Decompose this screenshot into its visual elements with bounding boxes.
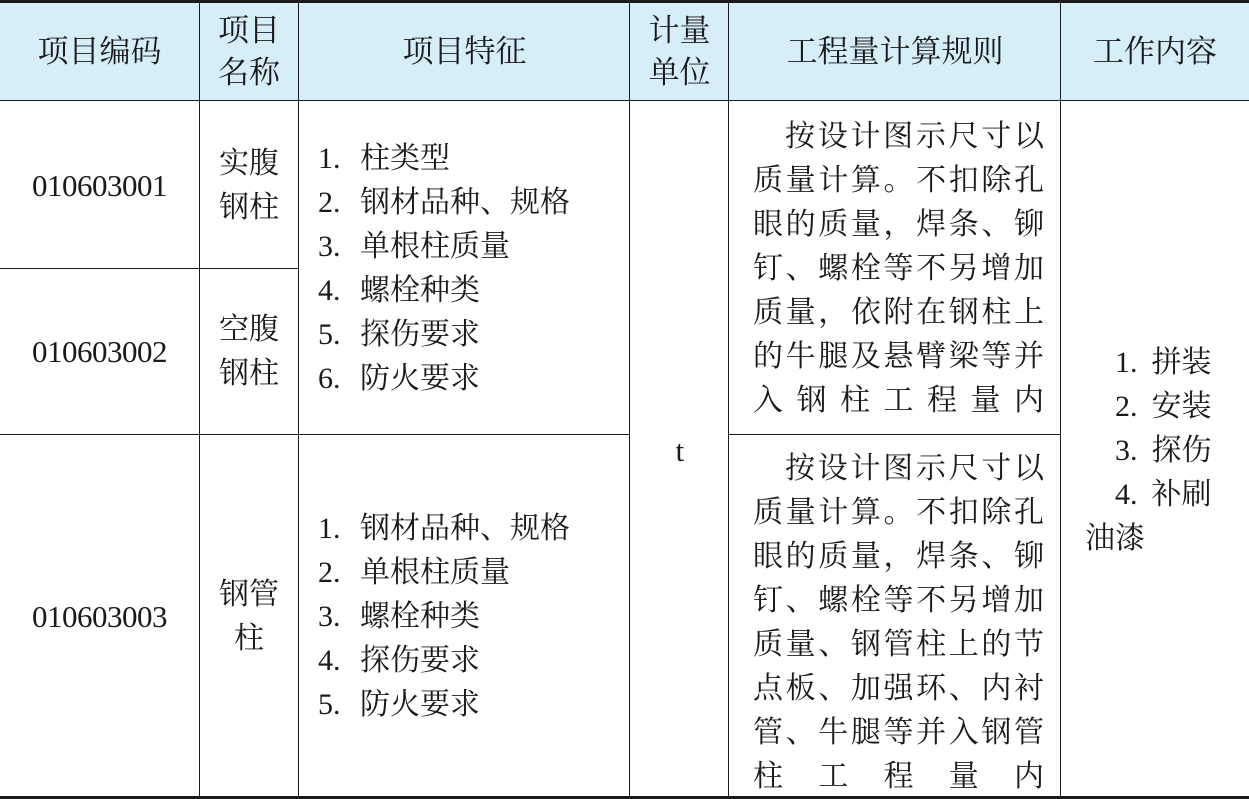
- name-line2: 钢柱: [219, 190, 279, 225]
- list-item: [318, 225, 570, 269]
- name-line2: 钢柱: [219, 356, 279, 391]
- item-text: 补刷: [1151, 477, 1212, 512]
- item-number: 4.: [318, 274, 341, 307]
- header-unit-line1: 计量: [648, 13, 711, 49]
- rule-paragraph: 按设计图示尺寸以质量计算。不扣除孔眼的质量，焊条、铆钉、螺栓等不另增加质量，依附在钢柱上的牛腿及悬臂梁等并入钢柱工程量内: [753, 119, 1045, 418]
- list-item: [318, 357, 570, 401]
- item-number: 1.: [1115, 346, 1138, 379]
- item-number: 4.: [318, 644, 341, 677]
- list-item: [318, 269, 570, 313]
- list-item: [318, 639, 570, 683]
- table-row-code: [0, 269, 199, 435]
- code-value: 010603001: [32, 168, 167, 203]
- work-content: [1061, 103, 1249, 799]
- item-number: 1.: [318, 142, 341, 175]
- item-text: 单根柱质量: [360, 555, 510, 590]
- code-value: 010603003: [32, 599, 167, 634]
- list-item: [318, 181, 570, 225]
- item-number: 2.: [318, 186, 341, 219]
- table-row-name: [199, 269, 299, 435]
- header-name-line2: 名称: [218, 55, 280, 91]
- item-number: 2.: [1115, 390, 1138, 423]
- item-text: 单根柱质量: [360, 229, 510, 264]
- item-text: 柱类型: [360, 141, 450, 176]
- item-text: 油漆: [1085, 521, 1145, 556]
- item-number: 2.: [318, 556, 341, 589]
- item-number: 3.: [318, 230, 341, 263]
- item-text: 安装: [1151, 389, 1212, 424]
- name-line1: 空腹: [219, 312, 279, 347]
- code-value: 010603002: [32, 334, 167, 369]
- table-row-name: [199, 435, 299, 799]
- item-text: 探伤: [1151, 433, 1212, 468]
- header-name: [199, 3, 299, 101]
- header-rule-label: 工程量计算规则: [786, 34, 1004, 70]
- list-item: [318, 683, 570, 727]
- list-item: [318, 551, 570, 595]
- item-text: 螺栓种类: [360, 599, 480, 634]
- item-text: 钢材品种、规格: [360, 185, 570, 220]
- item-text: 螺栓种类: [360, 273, 480, 308]
- table-row-code: [0, 103, 199, 269]
- list-item-continuation: [1085, 517, 1212, 561]
- list-item: [318, 313, 570, 357]
- header-code: [0, 3, 199, 101]
- item-number: 5.: [318, 688, 341, 721]
- item-text: 防火要求: [360, 361, 480, 396]
- item-text: 探伤要求: [360, 317, 480, 352]
- rule-paragraph: 按设计图示尺寸以质量计算。不扣除孔眼的质量，焊条、铆钉、螺栓等不另增加质量、钢管柱上的节点板、加强环、内衬管、牛腿等并入钢管柱工程量内: [753, 451, 1045, 794]
- item-number: 6.: [318, 362, 341, 395]
- item-text: 防火要求: [360, 687, 480, 722]
- header-features-label: 项目特征: [402, 34, 527, 70]
- table-row-code: [0, 435, 199, 799]
- header-features: [299, 3, 630, 101]
- header-unit: [630, 3, 729, 101]
- item-text: 钢材品种、规格: [360, 511, 570, 546]
- list-item: [1085, 429, 1212, 473]
- unit-value: t: [675, 433, 684, 468]
- features-list-2: [299, 435, 630, 799]
- item-text: 拼装: [1151, 345, 1212, 380]
- header-work-label: 工作内容: [1093, 34, 1217, 70]
- list-item: [1085, 341, 1212, 385]
- features-list-1: [299, 103, 630, 435]
- list-item: [318, 507, 570, 551]
- list-item: [1085, 385, 1212, 429]
- list-item: [318, 595, 570, 639]
- item-number: 3.: [1115, 434, 1138, 467]
- header-rule: [729, 3, 1061, 101]
- table-row-name: [199, 103, 299, 269]
- header-work: [1061, 3, 1249, 101]
- list-item: [1085, 473, 1212, 517]
- header-name-line1: 项目: [218, 13, 280, 49]
- item-number: 5.: [318, 318, 341, 351]
- name-line1: 钢管: [219, 577, 279, 612]
- rule-text-2: [729, 435, 1061, 799]
- item-number: 3.: [318, 600, 341, 633]
- rule-text-1: [729, 103, 1061, 435]
- list-item: [318, 137, 570, 181]
- header-unit-line2: 单位: [648, 55, 711, 91]
- unit-cell: [630, 103, 729, 799]
- item-number: 4.: [1115, 478, 1138, 511]
- header-code-label: 项目编码: [37, 34, 162, 70]
- item-number: 1.: [318, 512, 341, 545]
- name-line2: 柱: [234, 621, 264, 656]
- item-text: 探伤要求: [360, 643, 480, 678]
- name-line1: 实腹: [219, 146, 279, 181]
